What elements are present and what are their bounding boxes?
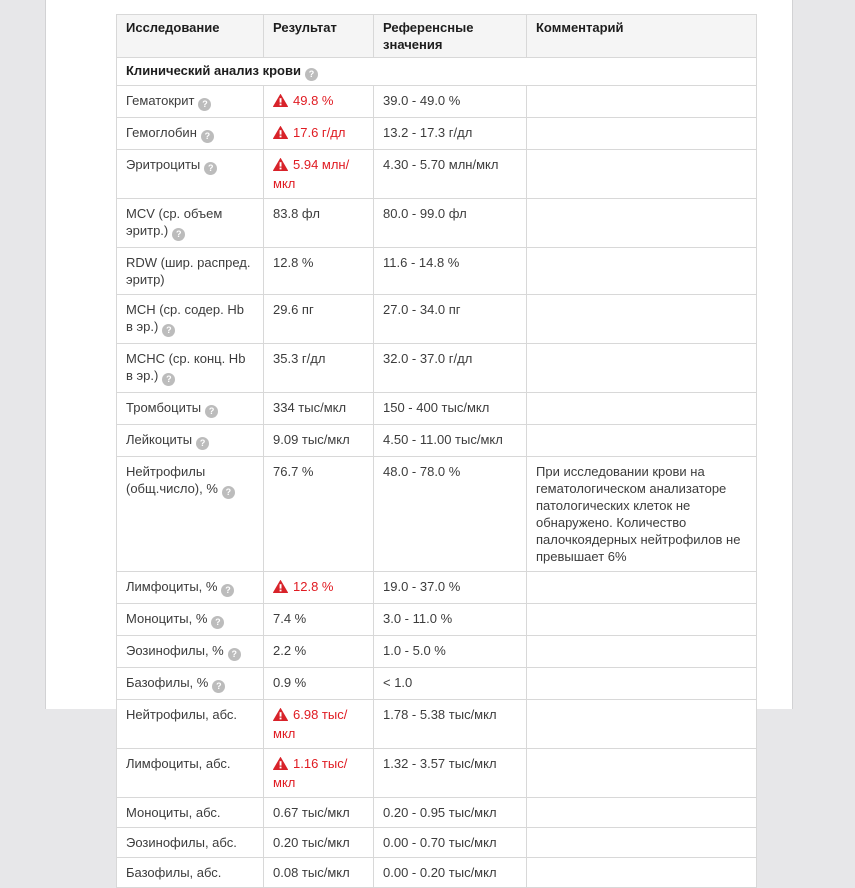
test-name: Базофилы, абс. — [126, 865, 222, 880]
comment-text — [527, 858, 757, 888]
reference-range: 39.0 - 49.0 % — [374, 86, 527, 118]
result-value: 17.6 г/дл — [293, 125, 346, 140]
result-value: 9.09 тыс/мкл — [273, 432, 350, 447]
table-row — [117, 700, 757, 749]
table-row — [117, 668, 757, 700]
table-row — [117, 86, 757, 118]
comment-text — [527, 604, 757, 636]
comment-text — [527, 798, 757, 828]
reference-range: 4.30 - 5.70 млн/мкл — [374, 150, 527, 199]
table-row — [117, 604, 757, 636]
column-header-result: Результат — [264, 15, 374, 58]
help-icon[interactable]: ? — [162, 324, 175, 337]
comment-text — [527, 828, 757, 858]
warning-icon — [273, 757, 288, 774]
test-name: Лимфоциты, абс. — [126, 756, 231, 771]
column-header-reference: Референсные значения — [374, 15, 527, 58]
table-row — [117, 118, 757, 150]
help-icon[interactable]: ? — [172, 228, 185, 241]
result-value: 0.67 тыс/мкл — [273, 805, 350, 820]
reference-range: 0.00 - 0.70 тыс/мкл — [374, 828, 527, 858]
comment-text — [527, 636, 757, 668]
table-row — [117, 828, 757, 858]
result-value: 7.4 % — [273, 611, 307, 626]
test-name: Лимфоциты, % — [126, 579, 218, 594]
comment-text — [527, 425, 757, 457]
table-row — [117, 150, 757, 199]
result-value: 12.8 % — [293, 579, 334, 594]
table-row — [117, 248, 757, 295]
column-header-comment: Комментарий — [527, 15, 757, 58]
comment-text — [527, 199, 757, 248]
help-icon[interactable]: ? — [204, 162, 217, 175]
comment-text — [527, 700, 757, 749]
table-row — [117, 393, 757, 425]
comment-text — [527, 295, 757, 344]
result-value: 76.7 % — [273, 464, 314, 479]
reference-range: 32.0 - 37.0 г/дл — [374, 344, 527, 393]
reference-range: 1.0 - 5.0 % — [374, 636, 527, 668]
table-row — [117, 749, 757, 798]
warning-icon — [273, 708, 288, 725]
comment-text — [527, 344, 757, 393]
help-icon[interactable]: ? — [228, 648, 241, 661]
content-panel — [45, 0, 793, 880]
table-row — [117, 636, 757, 668]
section-row — [117, 58, 757, 86]
table-header-row — [117, 15, 757, 58]
test-name: Нейтрофилы (общ.число), % — [126, 464, 218, 496]
help-icon[interactable]: ? — [221, 584, 234, 597]
reference-range: 3.0 - 11.0 % — [374, 604, 527, 636]
table-row — [117, 344, 757, 393]
reference-range: 4.50 - 11.00 тыс/мкл — [374, 425, 527, 457]
help-icon[interactable]: ? — [196, 437, 209, 450]
reference-range: 11.6 - 14.8 % — [374, 248, 527, 295]
result-value: 0.08 тыс/мкл — [273, 865, 350, 880]
test-name: Лейкоциты — [126, 432, 193, 447]
section-title: Клинический анализ крови — [126, 63, 301, 78]
table-row — [117, 572, 757, 604]
comment-text: При исследовании крови на гематологическом анализаторе патологических клеток не обнаружено. Количество палочкоядерных нейтрофилов не превышает 6% — [527, 457, 757, 572]
test-name: Моноциты, % — [126, 611, 208, 626]
help-icon[interactable]: ? — [211, 616, 224, 629]
reference-range: 80.0 - 99.0 фл — [374, 199, 527, 248]
comment-text — [527, 668, 757, 700]
result-value: 2.2 % — [273, 643, 307, 658]
reference-range: 1.32 - 3.57 тыс/мкл — [374, 749, 527, 798]
result-value: 83.8 фл — [273, 206, 320, 221]
reference-range: < 1.0 — [374, 668, 527, 700]
result-value: 35.3 г/дл — [273, 351, 326, 366]
table-row — [117, 295, 757, 344]
test-name: Гематокрит — [126, 93, 195, 108]
help-icon[interactable]: ? — [162, 373, 175, 386]
result-value: 334 тыс/мкл — [273, 400, 347, 415]
reference-range: 1.78 - 5.38 тыс/мкл — [374, 700, 527, 749]
test-name: Базофилы, % — [126, 675, 209, 690]
result-value: 5.94 млн/мкл — [273, 157, 350, 191]
test-name: Моноциты, абс. — [126, 805, 221, 820]
help-icon[interactable]: ? — [198, 98, 211, 111]
help-icon[interactable]: ? — [205, 405, 218, 418]
comment-text — [527, 248, 757, 295]
warning-icon — [273, 94, 288, 111]
reference-range: 0.20 - 0.95 тыс/мкл — [374, 798, 527, 828]
warning-icon — [273, 158, 288, 175]
test-name: MCHC (ср. конц. Hb в эр.) — [126, 351, 246, 383]
warning-icon — [273, 580, 288, 597]
help-icon[interactable]: ? — [212, 680, 225, 693]
result-value: 6.98 тыс/мкл — [273, 707, 348, 741]
comment-text — [527, 118, 757, 150]
reference-range: 150 - 400 тыс/мкл — [374, 393, 527, 425]
test-name: MCH (ср. содер. Hb в эр.) — [126, 302, 244, 334]
test-name: RDW (шир. распред. эритр) — [126, 255, 251, 287]
reference-range: 19.0 - 37.0 % — [374, 572, 527, 604]
test-name: Тромбоциты — [126, 400, 202, 415]
test-name: Эритроциты — [126, 157, 201, 172]
result-value: 29.6 пг — [273, 302, 314, 317]
table-row — [117, 457, 757, 572]
help-icon[interactable]: ? — [201, 130, 214, 143]
help-icon[interactable]: ? — [305, 68, 318, 81]
reference-range: 0.00 - 0.20 тыс/мкл — [374, 858, 527, 888]
lab-results-table — [116, 14, 757, 888]
result-value: 49.8 % — [293, 93, 334, 108]
warning-icon — [273, 126, 288, 143]
comment-text — [527, 150, 757, 199]
comment-text — [527, 749, 757, 798]
test-name: MCV (ср. объем эритр.) — [126, 206, 223, 238]
reference-range: 13.2 - 17.3 г/дл — [374, 118, 527, 150]
column-header-test: Исследование — [117, 15, 264, 58]
test-name: Эозинофилы, % — [126, 643, 224, 658]
comment-text — [527, 393, 757, 425]
result-value: 12.8 % — [273, 255, 314, 270]
reference-range: 48.0 - 78.0 % — [374, 457, 527, 572]
table-row — [117, 858, 757, 888]
result-value: 0.9 % — [273, 675, 307, 690]
comment-text — [527, 572, 757, 604]
comment-text — [527, 86, 757, 118]
reference-range: 27.0 - 34.0 пг — [374, 295, 527, 344]
lab-results-table-container — [116, 14, 757, 888]
table-row — [117, 199, 757, 248]
result-value: 1.16 тыс/мкл — [273, 756, 348, 790]
test-name: Гемоглобин — [126, 125, 197, 140]
help-icon[interactable]: ? — [222, 486, 235, 499]
test-name: Эозинофилы, абс. — [126, 835, 237, 850]
table-row — [117, 798, 757, 828]
table-row — [117, 425, 757, 457]
result-value: 0.20 тыс/мкл — [273, 835, 350, 850]
test-name: Нейтрофилы, абс. — [126, 707, 238, 722]
